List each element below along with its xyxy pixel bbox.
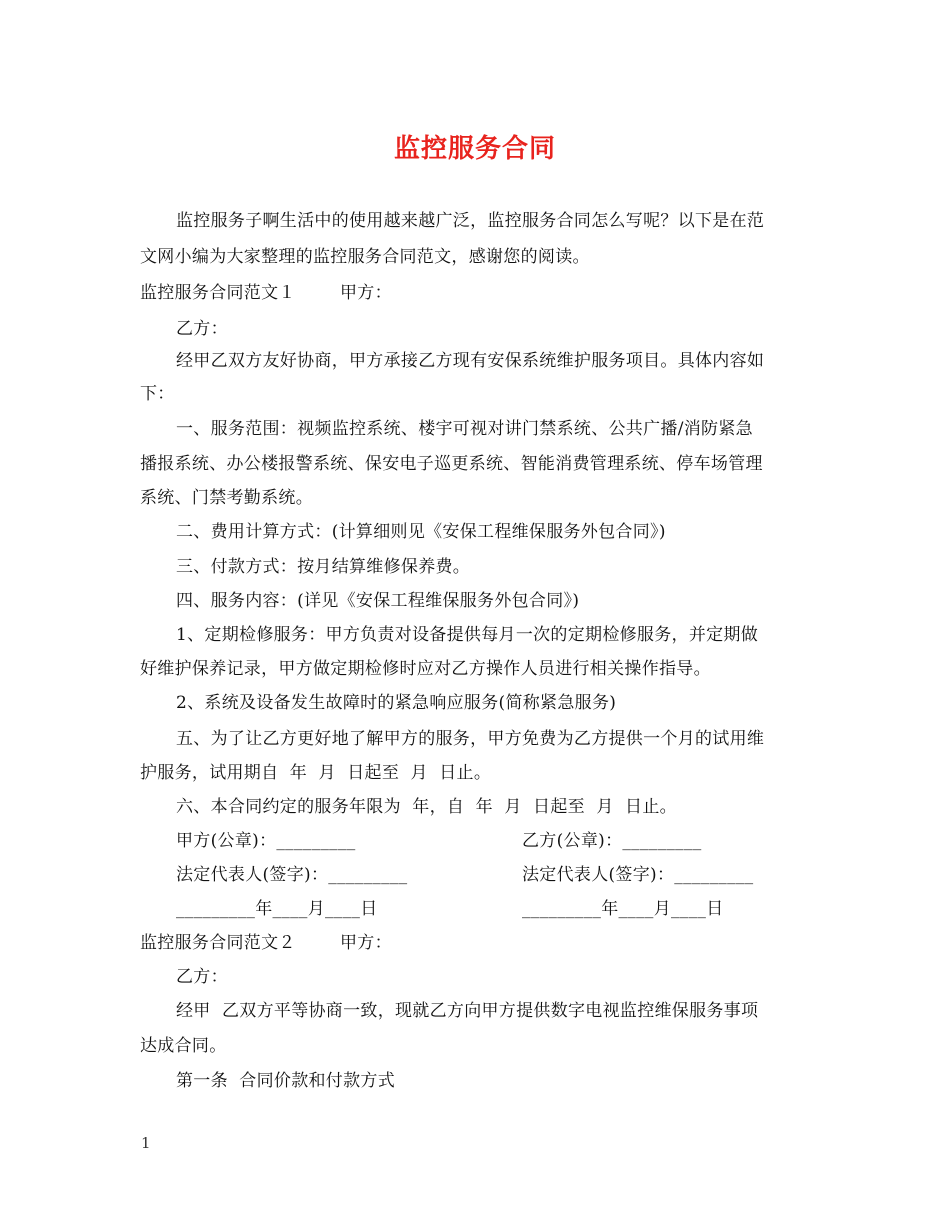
intro-line-1: 监控服务子啊生活中的使用越来越广泛，监控服务合同怎么写呢？以下是在范 <box>176 211 765 231</box>
party-b-representative: 法定代表人(签字)：_________ <box>522 865 754 885</box>
intro-line-2: 文网小编为大家整理的监控服务合同范文，感谢您的阅读。 <box>140 247 590 267</box>
item2-line: 2、系统及设备发生故障时的紧急响应服务(简称紧急服务) <box>176 693 617 713</box>
item1-line-2: 好维护保养记录，甲方做定期检修时应对乙方操作人员进行相关操作指导。 <box>140 659 711 679</box>
sample1-party-a: 甲方： <box>340 283 392 303</box>
party-b-date: _________年____月____日 <box>522 899 724 919</box>
sample1-party-b: 乙方： <box>176 319 228 339</box>
party-a-seal: 甲方(公章)：_________ <box>176 831 356 851</box>
sample2-party-a: 甲方： <box>340 933 392 953</box>
fee-clause: 二、费用计算方式：(计算细则见《安保工程维保服务外包合同》) <box>176 522 666 542</box>
article-1-heading: 第一条 合同价款和付款方式 <box>176 1071 396 1091</box>
page-number: 1 <box>141 1134 151 1152</box>
party-a-representative: 法定代表人(签字)：_________ <box>176 865 408 885</box>
sample1-paragraph-line-2: 下： <box>140 384 175 404</box>
document-title: 监控服务合同 <box>393 134 556 164</box>
sample1-heading: 监控服务合同范文１ <box>140 283 296 303</box>
trial-line-2: 护服务，试用期自 年 月 日起至 月 日止。 <box>140 763 492 783</box>
sample2-paragraph-line-1: 经甲 乙双方平等协商一致，现就乙方向甲方提供数字电视监控维保服务事项 <box>176 1001 759 1021</box>
party-b-seal: 乙方(公章)：_________ <box>522 831 702 851</box>
sample2-heading: 监控服务合同范文２ <box>140 933 296 953</box>
term-clause: 六、本合同约定的服务年限为 年，自 年 月 日起至 月 日止。 <box>176 797 677 817</box>
item1-line-1: 1、定期检修服务：甲方负责对设备提供每月一次的定期检修服务，并定期做 <box>176 625 759 645</box>
scope-line-3: 系统、门禁考勤系统。 <box>140 488 313 508</box>
scope-line-1: 一、服务范围：视频监控系统、楼宇可视对讲门禁系统、公共广播/消防紧急 <box>176 419 753 439</box>
party-a-date: _________年____月____日 <box>176 899 378 919</box>
sample2-paragraph-line-2: 达成合同。 <box>140 1036 227 1056</box>
sample2-party-b: 乙方： <box>176 967 228 987</box>
trial-line-1: 五、为了让乙方更好地了解甲方的服务，甲方免费为乙方提供一个月的试用维 <box>176 729 765 749</box>
payment-clause: 三、付款方式：按月结算维修保养费。 <box>176 557 471 577</box>
scope-line-2: 播报系统、办公楼报警系统、保安电子巡更系统、智能消费管理系统、停车场管理 <box>140 454 763 474</box>
content-clause: 四、服务内容：(详见《安保工程维保服务外包合同》) <box>176 591 580 611</box>
sample1-paragraph-line-1: 经甲乙双方友好协商，甲方承接乙方现有安保系统维护服务项目。具体内容如 <box>176 351 765 371</box>
